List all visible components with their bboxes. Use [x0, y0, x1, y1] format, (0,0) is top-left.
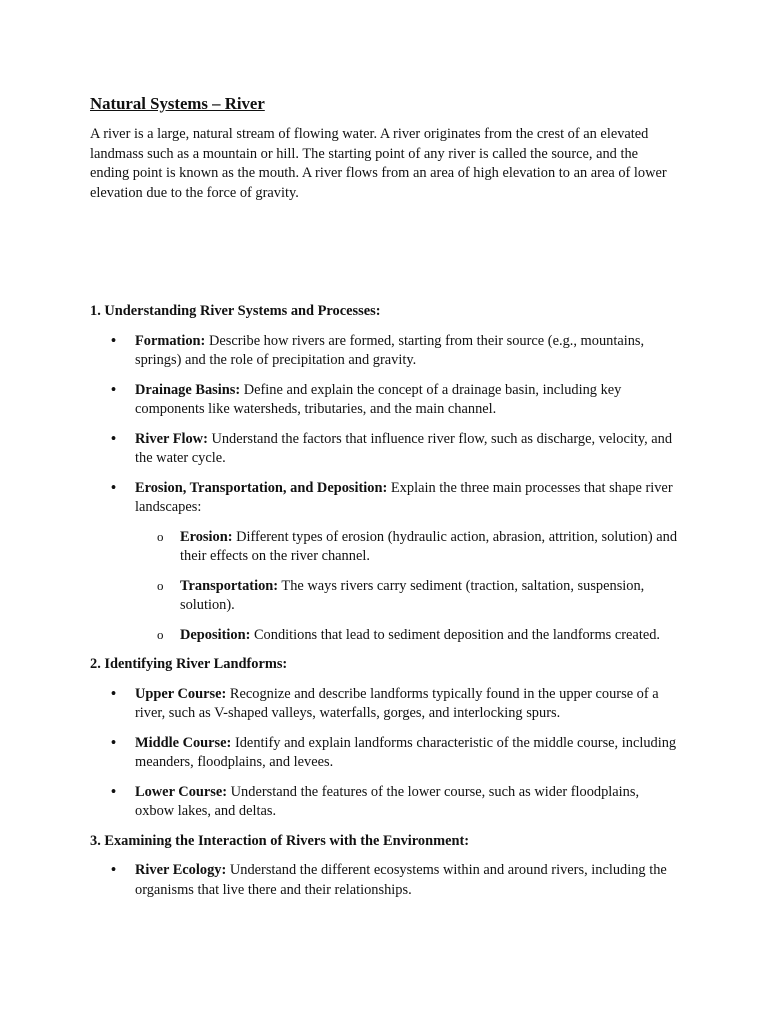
bullet-list: [90, 861, 680, 900]
item-term: Lower Course:: [135, 783, 228, 800]
sub-bullet-list: [135, 528, 680, 646]
subitem-term: Transportation:: [180, 577, 279, 594]
list-item: [90, 783, 680, 822]
item-term: River Flow:: [135, 430, 208, 447]
subitem-term: Erosion:: [180, 528, 233, 545]
bullet-icon: •: [111, 734, 117, 751]
intro-paragraph: A river is a large, natural stream of flowing water. A river originates from the crest of an elevated landmass such as a mountain or hill. The starting point of any river is called the source, and the ending point is known as the mouth. A river flows from an area of high elevation to an area of lower elevation due to the force of gravity.: [90, 126, 667, 201]
sections: [90, 302, 680, 910]
sub-list-item: [135, 626, 680, 646]
item-text: Understand the different ecosystems within and around rivers, including the organisms that live there and their relationships.: [135, 862, 667, 898]
bullet-icon: •: [111, 332, 117, 349]
sub-bullet-icon: o: [157, 577, 164, 593]
section-river-environment: [90, 832, 680, 901]
item-term: Upper Course:: [135, 685, 227, 702]
bullet-icon: •: [111, 381, 117, 398]
list-item: [90, 734, 680, 773]
item-text: Recognize and describe landforms typically found in the upper course of a river, such as V-shaped valleys, waterfalls, gorges, and interlocking spurs.: [135, 685, 659, 721]
section-heading: 2. Identifying River Landforms:: [90, 656, 288, 672]
bullet-icon: •: [111, 862, 117, 878]
section-river-systems: [90, 302, 680, 645]
section-river-landforms: [90, 655, 680, 822]
subitem-term: Deposition:: [180, 626, 251, 643]
subitem-text: Different types of erosion (hydraulic action, abrasion, attrition, solution) and their effects on the river channel.: [180, 528, 678, 564]
item-text: Define and explain the concept of a drainage basin, including key components like watersheds, tributaries, and the main channel.: [135, 381, 622, 417]
bullet-icon: •: [111, 783, 117, 800]
item-text: Identify and explain landforms characteristic of the middle course, including meanders, floodplains, and levees.: [135, 734, 677, 770]
item-term: Middle Course:: [135, 734, 232, 751]
bullet-list: [90, 332, 680, 646]
sub-bullet-icon: o: [157, 626, 164, 642]
list-item: [90, 685, 680, 724]
item-term: River Ecology:: [135, 862, 227, 878]
list-item: [90, 381, 680, 420]
document-title: Natural Systems – River: [90, 94, 265, 113]
section-heading: 3. Examining the Interaction of Rivers with the Environment:: [90, 832, 470, 849]
list-item: [90, 479, 680, 646]
item-text: Understand the features of the lower course, such as wider floodplains, oxbow lakes, and deltas.: [135, 783, 640, 819]
item-term: Drainage Basins:: [135, 381, 241, 398]
bullet-icon: •: [111, 430, 117, 447]
item-text: Understand the factors that influence river flow, such as discharge, velocity, and the water cycle.: [135, 430, 673, 466]
bullet-icon: •: [111, 479, 117, 496]
item-term: Erosion, Transportation, and Deposition:: [135, 479, 388, 496]
item-text: Describe how rivers are formed, starting from their source (e.g., mountains, springs) and the role of precipitation and gravity.: [135, 332, 645, 368]
bullet-icon: •: [111, 685, 117, 702]
section-heading: 1. Understanding River Systems and Processes:: [90, 303, 381, 319]
list-item: [90, 430, 680, 469]
bullet-list: [90, 685, 680, 822]
item-text: Explain the three main processes that shape river landscapes:: [135, 479, 673, 515]
list-item: [90, 332, 680, 371]
sub-list-item: [135, 577, 680, 616]
list-item: [90, 861, 680, 900]
subitem-text: The ways rivers carry sediment (traction, saltation, suspension, solution).: [180, 577, 645, 613]
sub-list-item: [135, 528, 680, 567]
subitem-text: Conditions that lead to sediment deposition and the landforms created.: [250, 626, 661, 643]
item-term: Formation:: [135, 332, 206, 349]
sub-bullet-icon: o: [157, 528, 164, 544]
